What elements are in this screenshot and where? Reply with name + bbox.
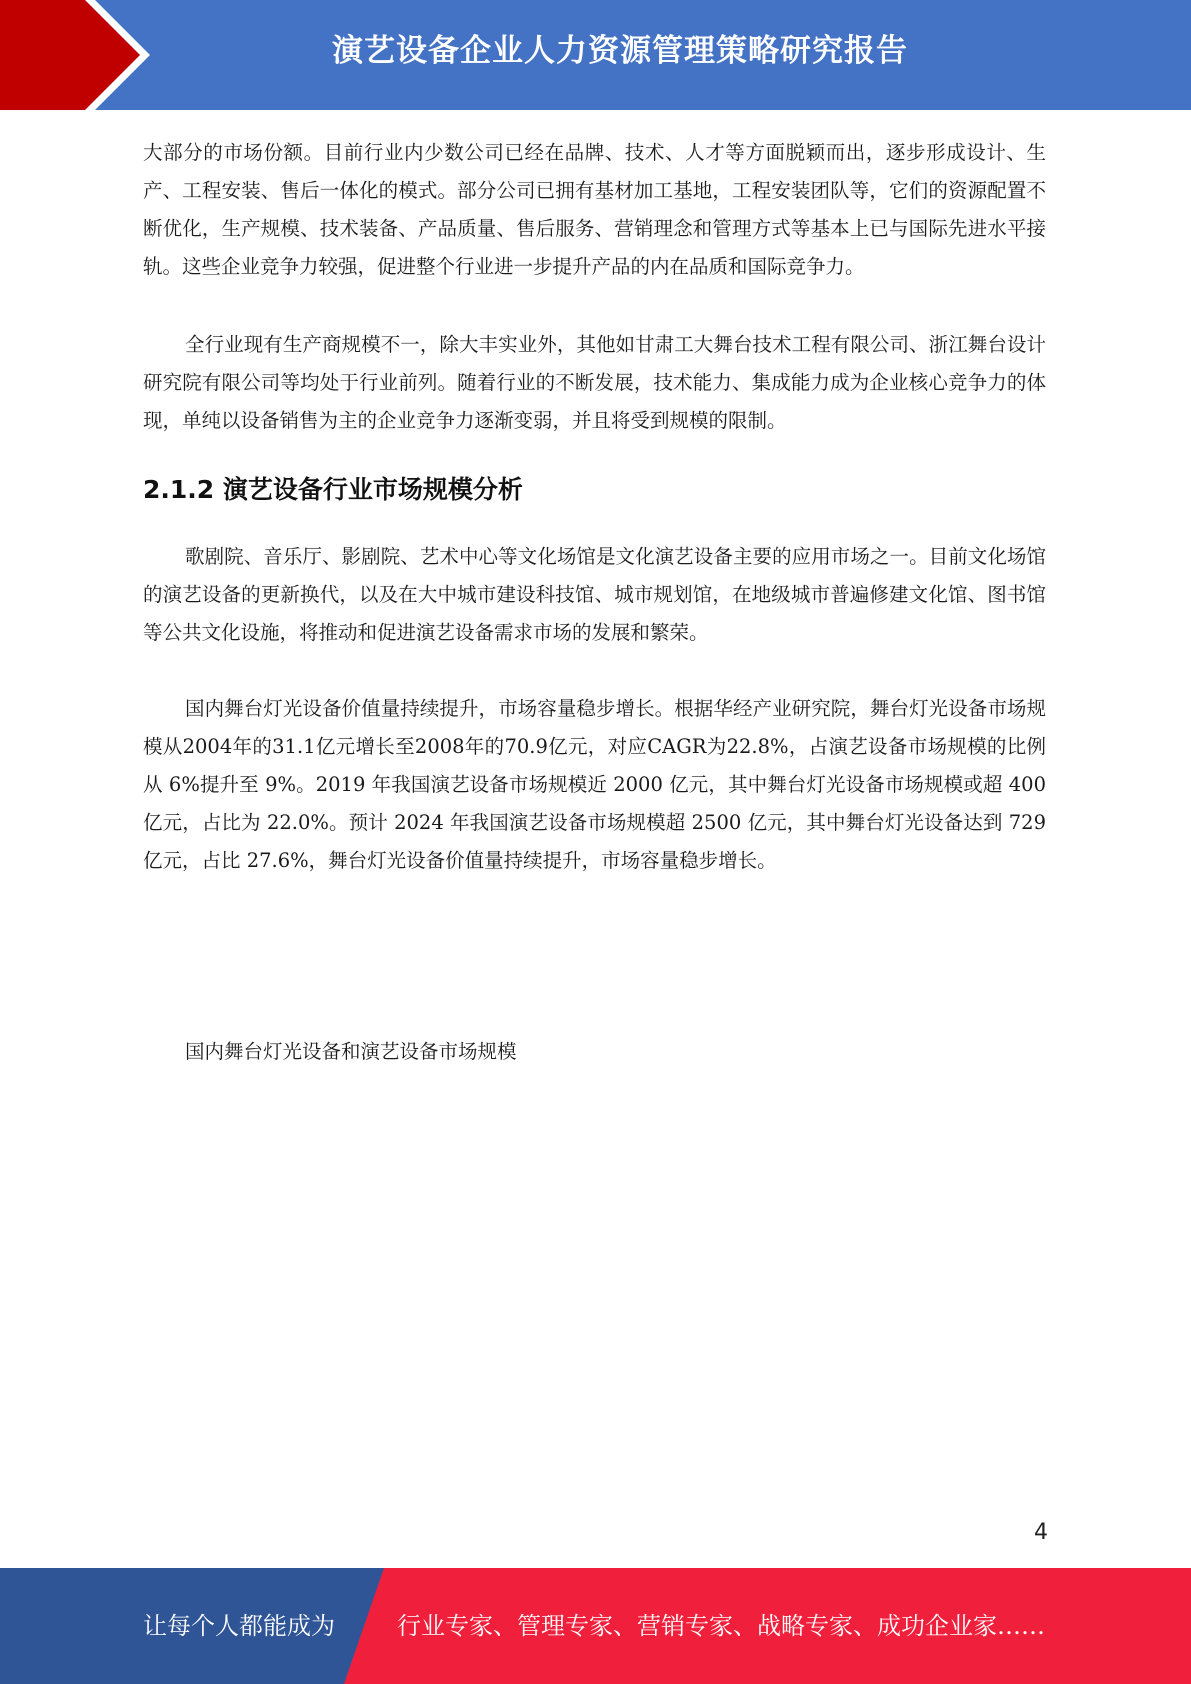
paragraph-stage-lighting: 国内舞台灯光设备价值量持续提升，市场容量稳步增长。根据华经产业研究院，舞台灯光设备市场规模从2004年的31.1亿元增长至2008年的70.9亿元，对应CAGR为22.8%，占演艺设备市场规模的比例从 6%提升至 9%。2019 年我国演艺设备市场规模近 2000 亿元，其中舞台灯光设备市场规模或超 400 亿元，占比为 22.0%。预计 2024 年我国演艺设备市场规模超 2500 亿元，其中舞台灯光设备达到 729 亿元，占比 27.6%，舞台灯光设备价值量持续提升，市场容量稳步增长。 [143, 697, 1046, 872]
paragraph-cultural-venues: 歌剧院、音乐厅、影剧院、艺术中心等文化场馆是文化演艺设备主要的应用市场之一。目前文化场馆的演艺设备的更新换代，以及在大中城市建设科技馆、城市规划馆，在地级城市普遍修建文化馆、图书馆等公共文化设施，将推动和促进演艺设备需求市场的发展和繁荣。 [143, 545, 1046, 644]
page-number: 4 [1034, 1520, 1048, 1545]
paragraph-market-share: 大部分的市场份额。目前行业内少数公司已经在品牌、技术、人才等方面脱颖而出，逐步形成设计、生产、工程安装、售后一体化的模式。部分公司已拥有基材加工基地，工程安装团队等，它们的资源配置不断优化，生产规模、技术装备、产品质量、售后服务、营销理念和管理方式等基本上已与国际先进水平接轨。这些企业竞争力较强，促进整个行业进一步提升产品的内在品质和国际竞争力。 [143, 141, 1046, 278]
section-heading: 2.1.2 演艺设备行业市场规模分析 [143, 475, 523, 504]
footer-slogan-right: 行业专家、管理专家、营销专家、战略专家、成功企业家…… [397, 1612, 1045, 1640]
footer-slogan-left: 让每个人都能成为 [143, 1612, 335, 1640]
paragraph-manufacturers: 全行业现有生产商规模不一，除大丰实业外，其他如甘肃工大舞台技术工程有限公司、浙江舞台设计研究院有限公司等均处于行业前列。随着行业的不断发展，技术能力、集成能力成为企业核心竞争力的体现，单纯以设备销售为主的企业竞争力逐渐变弱，并且将受到规模的限制。 [143, 333, 1046, 432]
report-title: 演艺设备企业人力资源管理策略研究报告 [332, 33, 908, 69]
figure-caption: 国内舞台灯光设备和演艺设备市场规模 [185, 1040, 517, 1063]
page-header [0, 0, 1191, 110]
document-body [143, 134, 1046, 880]
page-footer [0, 1568, 1191, 1684]
